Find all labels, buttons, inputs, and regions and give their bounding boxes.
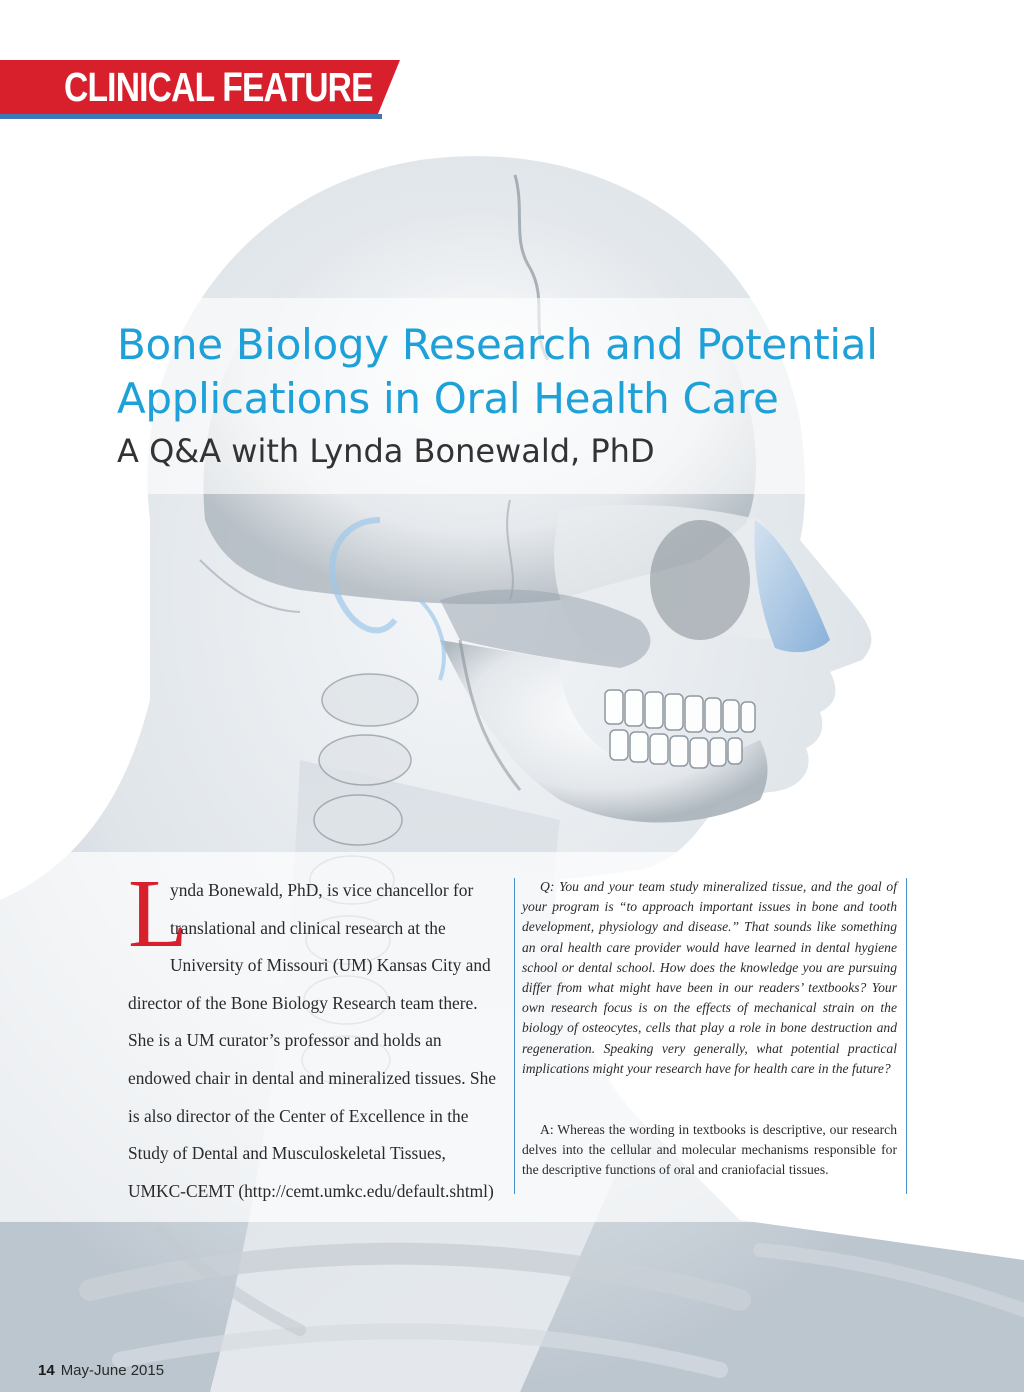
article-title-line-1: Bone Biology Research and Potential: [117, 320, 878, 369]
banner-rule: [0, 114, 382, 119]
intro-paragraph: [128, 860, 496, 1210]
answer-paragraph: [522, 1120, 897, 1181]
question-text: Q: You and your team study mineralized tissue, and the goal of your program is “to approach important issues in bone and tooth development, physiology and disease.” That sounds like something an oral health care provider would have learned in dental hygiene school or dental school. How does the knowledge you are pursuing differ from what might have been in our readers’ textbooks? Your own research focus is on the effects of mechanical strain on the biology of osteocytes, cells that play a role in bone destruction and regeneration. Speaking very generally, what potential practical implications might your research have for health care in the future?: [522, 879, 897, 1076]
page-number: 14: [38, 1362, 55, 1379]
article-subtitle: A Q&A with Lynda Bonewald, PhD: [117, 432, 655, 470]
answer-text: A: Whereas the wording in textbooks is descriptive, our research delves into the cellular and molecular mechanisms responsible for the descriptive functions of oral and craniofacial tissues.: [522, 1122, 897, 1178]
article-title: [117, 318, 997, 426]
intro-text: ynda Bonewald, PhD, is vice chancellor for translational and clinical research at the University of Missouri (UM) Kansas City and director of the Bone Biology Research team there. She is a UM curator’s professor and holds an endowed chair in dental and mineralized tissues. She is also director of the Center of Excellence in the Study of Dental and Musculoskeletal Tissues, UMKC-CEMT (http://cemt.umkc.edu/default.shtml): [128, 880, 496, 1201]
page-folio: [38, 1360, 164, 1382]
issue-date: May-June 2015: [60, 1362, 165, 1379]
drop-cap: L: [128, 860, 188, 968]
section-label: CLINICAL FEATURE: [64, 64, 373, 110]
column-rule-right: [906, 878, 907, 1194]
column-rule-left: [514, 878, 515, 1194]
question-paragraph: [522, 877, 897, 1079]
article-title-line-2: Applications in Oral Health Care: [117, 374, 779, 423]
